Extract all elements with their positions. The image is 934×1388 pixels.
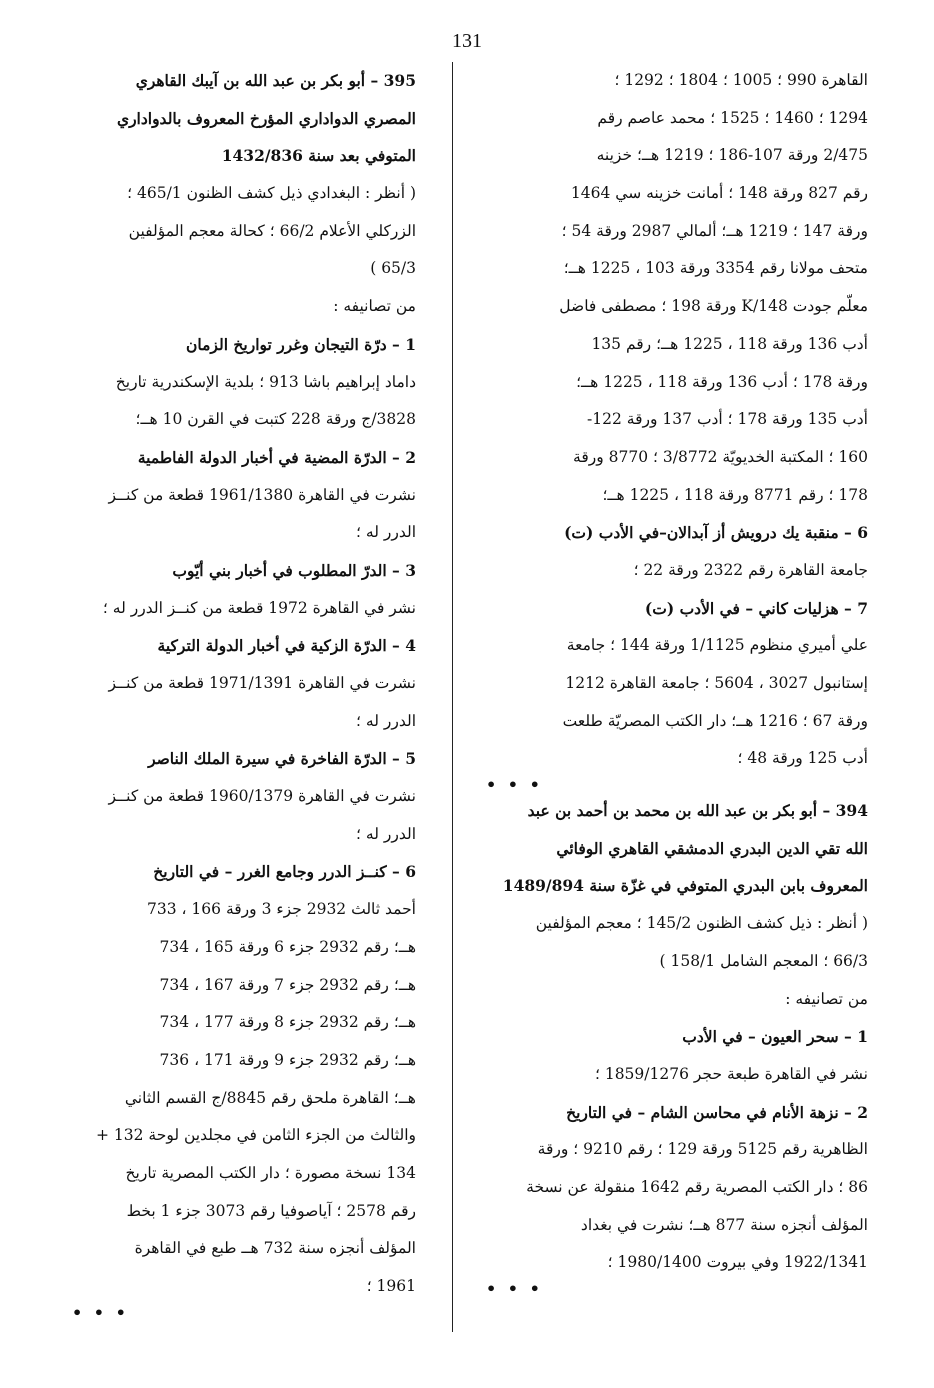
text-line: ( أنظر : ذيل كشف الظنون 145/2 ؛ معجم المؤلفين	[535, 914, 868, 933]
text-line: ورقة 147 ؛ 1219 هــ؛ ألمالي 2987 ورقة 54 ؛	[561, 221, 868, 240]
entry-heading: 394 – أبو بكر بن عبد الله بن محمد بن أحمد بن عبد	[527, 801, 868, 821]
text-line: 2/475 ورقة 107-186 ؛ 1219 هــ؛ خزينه	[596, 146, 868, 165]
text-line: القاهرة 990 ؛ 1005 ؛ 1804 ؛ 1292 ؛	[614, 71, 868, 89]
text-line: الدرر له ؛	[356, 711, 416, 730]
text-line: 1294 ؛ 1460 ؛ 1525 ؛ محمد عاصم رقم	[597, 108, 868, 127]
text-line: ورقة 67 ؛ 1216 هــ؛ دار الكتب المصريّة طلعت	[562, 711, 868, 730]
text-line: هــ؛ رقم 2932 جزء 9 ورقة 171 ، 736	[159, 1050, 416, 1069]
text-line: 160 ؛ المكتبة الخديويّة 3/8772 ؛ 8770 ورقة	[573, 447, 868, 466]
section-separator: • • •	[486, 1279, 543, 1298]
text-line: معلّم جودت 148/K ورقة 198 ؛ مصطفى فاضل	[559, 297, 868, 316]
item-heading: 1 – درّة التيجان وغرر تواريخ الزمان	[186, 334, 416, 354]
item-heading: 4 – الدرّة الزكية في أخبار الدولة التركية	[157, 636, 416, 656]
text-line: أحمد ثالث 2932 جزء 3 ورقة 166 ، 733	[146, 900, 416, 919]
entry-heading: المتوفي بعد سنة 1432/836	[221, 146, 416, 166]
entry-heading: 395 – أبو بكر بن عبد الله بن آيبك القاهري	[135, 71, 416, 90]
entry-heading: الله تقي الدين البدري الدمشقي القاهري الوفائي	[556, 838, 868, 858]
text-line: الزركلي الأعلام 66/2 ؛ كحالة معجم المؤلفين	[128, 221, 416, 240]
text-line: 3828/ج ورقة 228 كتبت في القرن 10 هــ؛	[135, 410, 416, 429]
text-line: علي أميري منظوم 1/1125 ورقة 144 ؛ جامعة	[566, 636, 868, 655]
item-heading: 6 – منقبة يك درويش أز آبدالان–في الأدب (ت)	[564, 523, 868, 543]
text-line: نشرت في القاهرة 1960/1379 قطعة من كنــز	[108, 787, 416, 806]
text-line: ( أنظر : البغدادي ذيل كشف الظنون 465/1 ؛	[127, 184, 416, 203]
text-line: 1961 ؛	[366, 1277, 416, 1295]
item-heading: 1 – سحر العيون – في الأدب	[682, 1027, 868, 1047]
text-line: جامعة القاهرة رقم 2322 ورقة 22 ؛	[633, 560, 868, 579]
text-line: والثالث من الجزء الثامن في مجلدين لوحة 132 +	[95, 1126, 416, 1145]
item-heading: 2 – نزهة الأنام في محاسن الشام – في التاريخ	[566, 1102, 868, 1122]
item-heading: 2 – الدرّة المضية في أخبار الدولة الفاطمية	[137, 447, 416, 467]
item-heading: 7 – هزليات كاني – في الأدب (ت)	[644, 598, 868, 618]
text-line: هــ؛ القاهرة ملحق رقم 8845/ج القسم الثاني	[124, 1088, 416, 1107]
item-heading: 6 – كنــز الدرر وجامع الغرر – في التاريخ	[153, 862, 416, 882]
text-line: نشر في القاهرة طبعة حجر 1859/1276 ؛	[594, 1064, 868, 1083]
text-line: المؤلف أنجزه سنة 732 هــ طبع في القاهرة	[134, 1239, 416, 1258]
entry-heading: المعروف بابن البدري المتوفي في غزّة سنة 1489/894	[502, 876, 868, 896]
text-line: أدب 125 ورقة 48 ؛	[737, 749, 868, 768]
text-line: رقم 2578 ؛ آياصوفيا رقم 3073 جزء 1 بخط	[126, 1201, 416, 1220]
text-line: الدرر له ؛	[356, 523, 416, 542]
item-heading: 5 – الدرّة الفاخرة في سيرة الملك الناصر	[148, 749, 416, 769]
text-line: 1922/1341 وفي بيروت 1980/1400 ؛	[607, 1253, 868, 1272]
text-line: 86 ؛ دار الكتب المصرية رقم 1642 منقولة عن نسخة	[526, 1177, 868, 1196]
left-column	[72, 62, 416, 1320]
text-line: أدب 136 ورقة 118 ، 1225 هــ؛ رقم 135	[591, 334, 868, 353]
text-line: نشرت في القاهرة 1961/1380 قطعة من كنــز	[108, 485, 416, 504]
text-line: 66/3 ؛ المعجم الشامل 158/1 )	[659, 951, 868, 970]
text-line: هــ؛ رقم 2932 جزء 8 ورقة 177 ، 734	[159, 1013, 416, 1032]
text-line: داماد إبراهيم باشا 913 ؛ بلدية الإسكندرية تاريخ	[115, 372, 416, 391]
text-line: 65/3 )	[370, 259, 416, 278]
text-line: أدب 135 ورقة 178 ؛ أدب 137 ورقة 122-	[587, 410, 868, 429]
text-line: نشرت في القاهرة 1971/1391 قطعة من كنــز	[108, 674, 416, 692]
section-separator: • • •	[486, 775, 543, 795]
text-line: هــ؛ رقم 2932 جزء 7 ورقة 167 ، 734	[159, 975, 416, 994]
column-divider	[452, 62, 453, 1332]
text-line: المؤلف أنجزه سنة 877 هــ؛ نشرت في بغداد	[580, 1215, 868, 1234]
page-number: 131	[452, 30, 482, 52]
section-separator: • • •	[72, 1302, 129, 1322]
right-column	[486, 62, 868, 1296]
text-line: 134 نسخة مصورة ؛ دار الكتب المصرية تاريخ	[125, 1163, 416, 1182]
text-line: 178 ؛ رقم 8771 ورقة 118 ، 1225 هــ؛	[602, 485, 868, 504]
item-heading: 3 – الدرّ المطلوب في أخبار بني أيّوب	[172, 560, 416, 580]
text-line: من تصانيفه :	[785, 989, 868, 1008]
text-line: إستانبول 3027 ، 5604 ؛ جامعة القاهرة 1212	[565, 674, 868, 692]
text-line: ورقة 178 ؛ أدب 136 ورقة 118 ، 1225 هــ؛	[576, 372, 868, 391]
text-line: الظاهرية رقم 5125 ورقة 129 ؛ رقم 9210 ؛ ورقة	[537, 1140, 868, 1159]
text-line: من تصانيفه :	[333, 297, 416, 316]
text-line: الدرر له ؛	[356, 824, 416, 843]
text-line: رقم 827 ورقة 148 ؛ أمانت خزينه سي 1464	[570, 184, 868, 203]
text-line: نشر في القاهرة 1972 قطعة من كنــز الدرر له ؛	[102, 598, 416, 617]
text-line: متحف مولانا رقم 3354 ورقة 103 ، 1225 هــ؛	[563, 259, 868, 278]
entry-heading: المصري الدواداري المؤرخ المعروف بالدواداري	[116, 108, 416, 128]
text-line: هــ؛ رقم 2932 جزء 6 ورقة 165 ، 734	[159, 937, 416, 956]
